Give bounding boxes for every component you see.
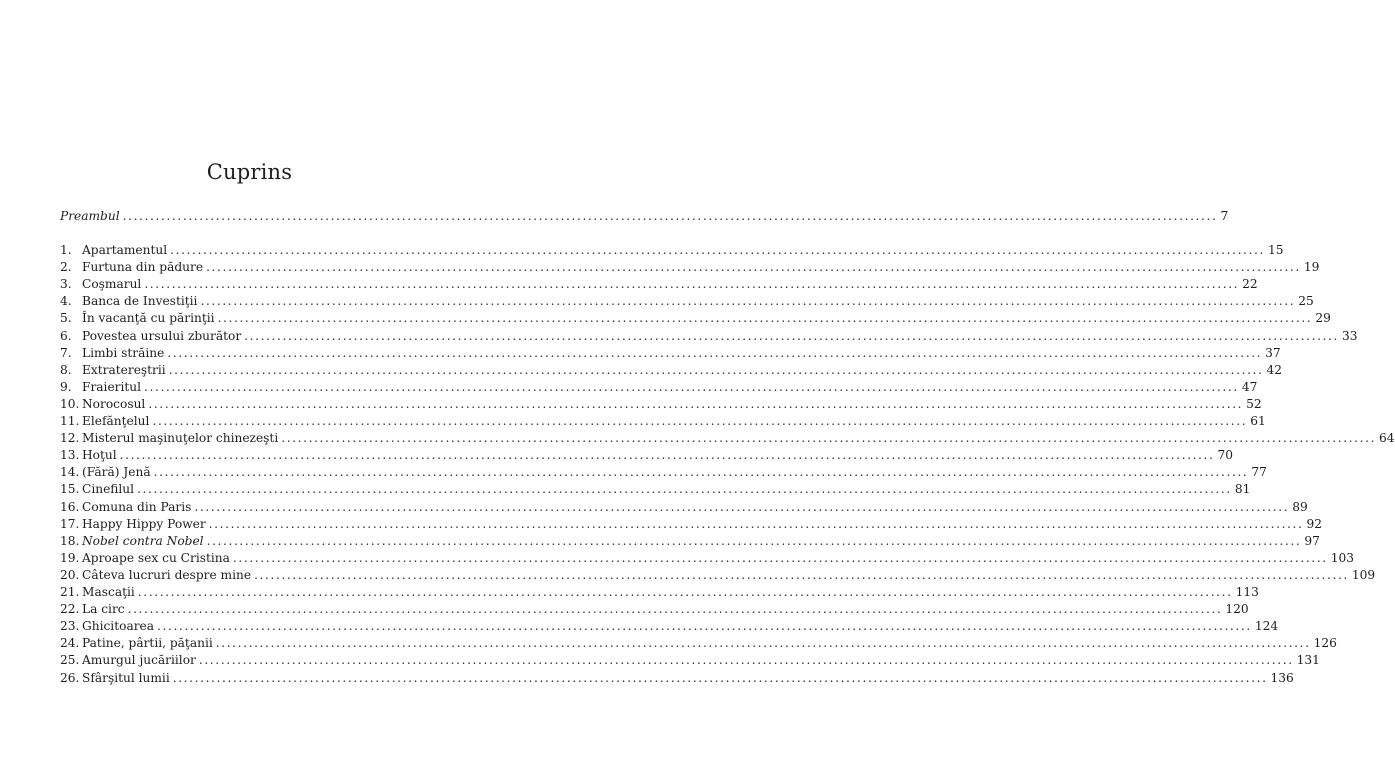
toc-entry-number: 5. <box>60 311 72 326</box>
toc-entry <box>60 617 1279 635</box>
toc-entry-page: 42 <box>1266 362 1283 377</box>
toc-entry-label: Ghicitoarea <box>82 619 155 634</box>
toc-entry-label: Happy Hippy Power <box>82 516 206 531</box>
toc-entry-label: Câteva lucruri despre mine <box>82 567 252 582</box>
toc-entry-label: Elefănţelul <box>82 414 150 428</box>
toc-entry-label: Fraieritul <box>82 379 142 394</box>
toc-entry-label: La circ <box>82 602 125 617</box>
toc-entry-number: 26. <box>60 670 80 685</box>
toc-entry-number: 19. <box>60 550 80 565</box>
leader-dots: ........................................................................................................................................................................................................ <box>167 345 1263 360</box>
toc-entry-page: 47 <box>1241 379 1258 394</box>
toc-entry-label: Hoţul <box>82 448 117 463</box>
toc-entry-label: Mascaţii <box>82 585 135 599</box>
toc-entry <box>60 549 1354 567</box>
toc-entry-number: 20. <box>60 567 80 582</box>
leader-dots: ........................................................................................................................................................................................................ <box>194 499 1290 514</box>
toc-entry-label: Apartamentul <box>82 243 168 257</box>
toc-entry <box>60 463 1267 481</box>
toc-entry-label: (Fără) Jenă <box>82 465 151 480</box>
leader-dots: ........................................................................................................................................................................................................ <box>119 448 1215 463</box>
toc-entry-page: 22 <box>1242 277 1258 292</box>
toc-entry-page: 89 <box>1292 499 1308 514</box>
toc-entry-number: 25. <box>60 653 80 668</box>
toc-entry-page: 61 <box>1250 414 1266 428</box>
leader-dots: ........................................................................................................................................................................................................ <box>217 311 1313 326</box>
toc-entry-page: 25 <box>1298 294 1314 309</box>
toc-entry-page: 103 <box>1330 550 1354 565</box>
toc-entry-number: 24. <box>60 636 80 651</box>
toc-entry-label: Banca de Investiţii <box>82 294 198 309</box>
toc-entry-number: 3. <box>60 277 72 292</box>
toc-entry <box>60 498 1308 516</box>
leader-dots: ........................................................................................................................................................................................................ <box>170 243 1265 257</box>
toc-entry-label: Norocosul <box>82 396 146 411</box>
toc-entry-label: Povestea ursului zburător <box>82 328 242 343</box>
toc-entry <box>60 651 1320 669</box>
toc-entry <box>60 361 1283 379</box>
toc-entry-number: 23. <box>60 619 80 634</box>
toc-entry-label: Furtuna din pădure <box>82 260 204 275</box>
toc-entry-page: 7 <box>1220 209 1229 223</box>
toc-entry-number: 4. <box>60 294 72 309</box>
leader-dots: ........................................................................................................................................................................................................ <box>206 260 1301 275</box>
toc-entry <box>60 532 1320 550</box>
toc-entry <box>60 344 1281 362</box>
leader-dots: ........................................................................................................................................................................................................ <box>206 533 1302 548</box>
toc-entry <box>60 258 1320 276</box>
leader-dots: ........................................................................................................................................................................................................ <box>232 550 1328 565</box>
toc-entry <box>60 669 1294 687</box>
toc-entry <box>60 583 1259 601</box>
toc-entry-number: 22. <box>60 602 80 617</box>
toc-entry <box>60 429 1395 447</box>
leader-dots: ........................................................................................................................................................................................................ <box>148 396 1244 411</box>
toc-entry <box>60 378 1258 396</box>
leader-dots: ........................................................................................................................................................................................................ <box>152 414 1248 428</box>
toc-entry-label: În vacanţă cu părinţii <box>82 311 215 326</box>
toc-entry-page: 70 <box>1217 448 1233 463</box>
leader-dots: ........................................................................................................................................................................................................ <box>127 602 1223 617</box>
toc-entry-number: 15. <box>60 482 80 497</box>
toc-entry <box>60 241 1284 259</box>
toc-entry-page: 19 <box>1303 260 1320 275</box>
toc-entry <box>60 634 1337 652</box>
toc-entry-label: Comuna din Paris <box>82 499 192 514</box>
toc-entry-page: 126 <box>1313 636 1337 651</box>
toc-entry <box>60 327 1358 345</box>
toc-entry-page: 29 <box>1315 311 1331 326</box>
toc-entry <box>60 515 1322 533</box>
toc-entry-number: 14. <box>60 465 80 480</box>
toc-entry-label: Aproape sex cu Cristina <box>82 550 230 565</box>
toc-entry-page: 77 <box>1251 465 1267 480</box>
toc-entry-number: 21. <box>60 585 80 599</box>
toc-entry-page: 37 <box>1265 345 1281 360</box>
toc-entry-page: 64 <box>1379 431 1395 446</box>
toc-entry-number: 1. <box>60 243 72 257</box>
toc-entry-number: 7. <box>60 345 72 360</box>
page-title: Cuprins <box>206 160 293 185</box>
leader-dots: ........................................................................................................................................................................................................ <box>281 431 1377 446</box>
leader-dots: ........................................................................................................................................................................................................ <box>215 636 1311 651</box>
toc-entry-page: 92 <box>1306 516 1322 531</box>
toc-entry-label: Amurgul jucăriilor <box>82 653 196 668</box>
toc-entry-label: Limbi străine <box>82 345 165 360</box>
toc-entry-page: 81 <box>1234 482 1251 497</box>
toc-entry <box>60 480 1251 498</box>
leader-dots: ........................................................................................................................................................................................................ <box>200 294 1296 309</box>
toc-entry-number: 6. <box>60 328 72 343</box>
leader-dots: ........................................................................................................................................................................................................ <box>137 482 1232 497</box>
toc-entry-number: 10. <box>60 396 80 411</box>
toc-entry <box>60 412 1266 430</box>
toc-entry-label: Preambul <box>60 209 120 223</box>
toc-entry <box>60 600 1249 618</box>
leader-dots: ........................................................................................................................................................................................................ <box>254 567 1349 582</box>
toc-entry-page: 124 <box>1254 619 1279 634</box>
leader-dots: ........................................................................................................................................................................................................ <box>244 328 1339 343</box>
toc-entry <box>60 292 1314 310</box>
toc-entry <box>60 309 1331 327</box>
leader-dots: ........................................................................................................................................................................................................ <box>208 516 1304 531</box>
leader-dots: ........................................................................................................................................................................................................ <box>153 465 1249 480</box>
leader-dots: ........................................................................................................................................................................................................ <box>168 362 1264 377</box>
toc-entry-number: 17. <box>60 516 80 531</box>
toc-entry-page: 120 <box>1225 602 1249 617</box>
toc-entry-page: 33 <box>1341 328 1358 343</box>
leader-dots: ........................................................................................................................................................................................................ <box>157 619 1252 634</box>
toc-entry-page: 97 <box>1304 533 1320 548</box>
toc-entry-number: 11. <box>60 414 80 428</box>
toc-entry-number: 2. <box>60 260 72 275</box>
toc-entry-number: 12. <box>60 431 80 446</box>
toc-entry <box>60 275 1258 293</box>
leader-dots: ........................................................................................................................................................................................................ <box>144 379 1239 394</box>
toc-entry <box>60 566 1376 584</box>
toc-entry-page: 52 <box>1246 396 1262 411</box>
toc-entry-label: Misterul maşinuţelor chinezeşti <box>82 431 279 446</box>
toc-entry-number: 13. <box>60 448 80 463</box>
toc-entry-page: 109 <box>1351 567 1376 582</box>
toc-entry-label: Sfârşitul lumii <box>82 670 170 685</box>
toc-entry-page: 113 <box>1235 585 1259 599</box>
leader-dots: ........................................................................................................................................................................................................ <box>144 277 1240 292</box>
toc-entry-page: 136 <box>1270 670 1294 685</box>
toc-entry-number: 16. <box>60 499 80 514</box>
toc-entry-number: 18. <box>60 533 80 548</box>
leader-dots: ........................................................................................................................................................................................................ <box>122 209 1218 223</box>
toc-entry-preamble <box>60 207 1229 225</box>
toc-entry <box>60 395 1262 413</box>
toc-entry-page: 15 <box>1267 243 1284 257</box>
toc-entry-number: 9. <box>60 379 72 394</box>
leader-dots: ........................................................................................................................................................................................................ <box>172 670 1268 685</box>
leader-dots: ........................................................................................................................................................................................................ <box>137 585 1233 599</box>
toc-entry-number: 8. <box>60 362 72 377</box>
toc-entry-label: Extratereştrii <box>82 362 166 377</box>
toc-entry-label: Patine, pârtii, păţanii <box>82 636 213 651</box>
toc-entry <box>60 446 1233 464</box>
toc-entry-label: Coşmarul <box>82 277 142 292</box>
leader-dots: ........................................................................................................................................................................................................ <box>198 653 1294 668</box>
toc-entry-label: Cinefilul <box>82 482 135 497</box>
toc-entry-label: Nobel contra Nobel <box>82 533 204 548</box>
toc-entry-page: 131 <box>1296 653 1320 668</box>
